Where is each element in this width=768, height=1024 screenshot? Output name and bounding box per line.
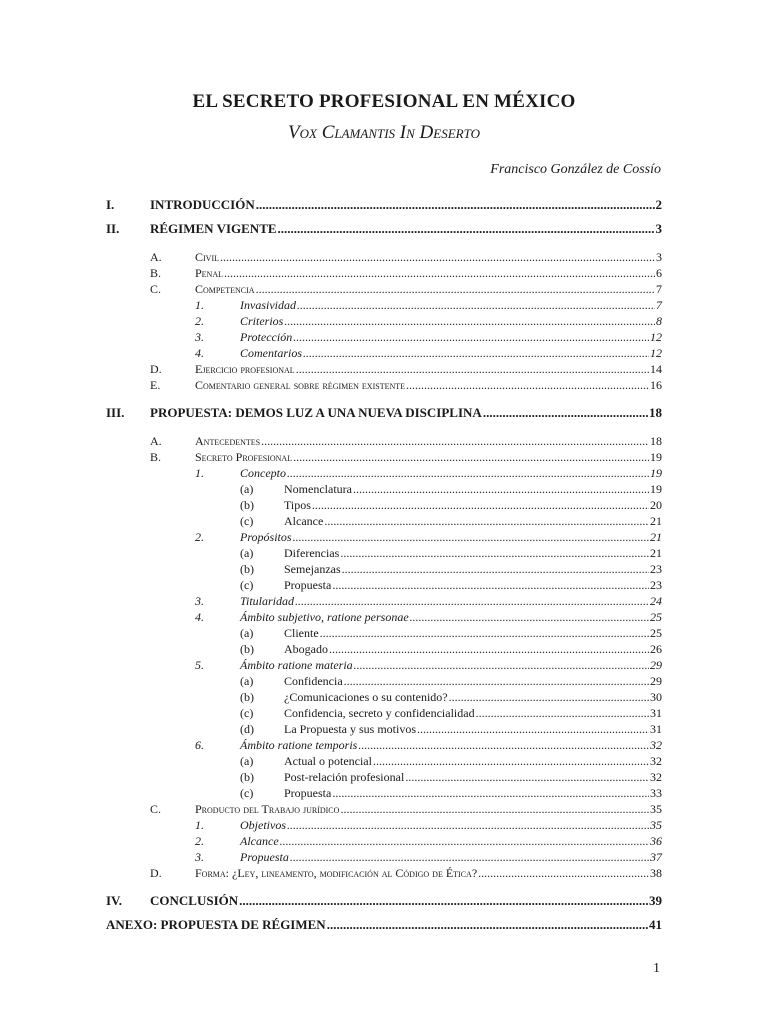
dot-leader bbox=[373, 753, 649, 769]
toc-entry-page: 8 bbox=[656, 314, 662, 328]
toc-entry[interactable] bbox=[106, 249, 662, 265]
dot-leader bbox=[278, 217, 655, 241]
toc-entry-page: 29 bbox=[650, 674, 662, 688]
toc-entry[interactable] bbox=[106, 329, 662, 345]
toc-entry-number: (b) bbox=[240, 770, 254, 784]
toc-entry[interactable] bbox=[106, 689, 662, 705]
toc-entry-number: (b) bbox=[240, 498, 254, 512]
toc-entry-label: Cliente bbox=[284, 626, 319, 640]
toc-entry-label: Confidencia bbox=[284, 674, 343, 688]
toc-entry-number: (b) bbox=[240, 642, 254, 656]
toc-entry[interactable] bbox=[106, 529, 662, 545]
toc-section-entry[interactable] bbox=[106, 913, 662, 937]
toc-entry[interactable] bbox=[106, 657, 662, 673]
toc-entry-label: Alcance bbox=[284, 514, 324, 528]
dot-leader bbox=[320, 625, 649, 641]
toc-entry-number: B. bbox=[150, 266, 162, 280]
toc-entry-number: B. bbox=[150, 450, 162, 464]
toc-entry-number: 3. bbox=[195, 850, 204, 864]
toc-entry-page: 25 bbox=[650, 610, 662, 624]
toc-entry[interactable] bbox=[106, 625, 662, 641]
toc-entry-label: Propuesta bbox=[284, 578, 332, 592]
toc-entry-page: 35 bbox=[650, 818, 662, 832]
toc-entry-number: C. bbox=[150, 282, 162, 296]
dot-leader bbox=[293, 329, 649, 345]
toc-entry-number: 6. bbox=[195, 738, 204, 752]
toc-entry[interactable] bbox=[106, 497, 662, 513]
toc-entry-label: Objetivos bbox=[240, 818, 286, 832]
toc-entry[interactable] bbox=[106, 833, 662, 849]
toc-entry-page: 3 bbox=[656, 250, 662, 264]
toc-entry[interactable] bbox=[106, 481, 662, 497]
author-name: Francisco González de Cossío bbox=[490, 162, 661, 177]
toc-entry-page: 32 bbox=[650, 738, 662, 752]
dot-leader bbox=[358, 737, 649, 753]
dot-leader bbox=[405, 769, 649, 785]
dot-leader bbox=[293, 449, 649, 465]
dot-leader bbox=[312, 497, 649, 513]
toc-entry-label: Post-relación profesional bbox=[284, 770, 405, 784]
toc-entry-page: 20 bbox=[650, 498, 662, 512]
document-title: EL SECRETO PROFESIONAL EN MÉXICO bbox=[192, 91, 576, 112]
dot-leader bbox=[293, 529, 649, 545]
toc-entry-page: 39 bbox=[649, 893, 662, 908]
toc-entry-number: 3. bbox=[195, 594, 204, 608]
toc-entry[interactable] bbox=[106, 673, 662, 689]
toc-entry-number: (a) bbox=[240, 482, 254, 496]
toc-entry-number: D. bbox=[150, 362, 162, 376]
toc-entry-number: 3. bbox=[195, 330, 204, 344]
toc-entry[interactable] bbox=[106, 345, 662, 361]
toc-entry[interactable] bbox=[106, 817, 662, 833]
toc-entry[interactable] bbox=[106, 737, 662, 753]
toc-entry-label: Competencia bbox=[195, 282, 255, 296]
toc-entry-label: Comentarios bbox=[240, 346, 303, 360]
dot-leader bbox=[287, 465, 649, 481]
toc-entry-number: (d) bbox=[240, 722, 254, 736]
toc-entry-number: (c) bbox=[240, 786, 254, 800]
toc-entry-label: Ámbito ratione temporis bbox=[240, 738, 358, 752]
toc-entry[interactable] bbox=[106, 577, 662, 593]
toc-entry-page: 30 bbox=[650, 690, 662, 704]
toc-entry-page: 23 bbox=[650, 578, 662, 592]
toc-entry-label: Ámbito subjetivo, ratione personae bbox=[240, 610, 409, 624]
toc-entry[interactable] bbox=[106, 801, 662, 817]
toc-entry-label: Comentario general sobre régimen existente bbox=[195, 378, 406, 392]
toc-entry-number: (b) bbox=[240, 562, 254, 576]
toc-entry-number: (a) bbox=[240, 754, 254, 768]
toc-entry-number: II. bbox=[106, 221, 120, 236]
dot-leader bbox=[284, 313, 655, 329]
toc-entry-page: 24 bbox=[650, 594, 662, 608]
toc-entry[interactable] bbox=[106, 545, 662, 561]
toc-entry-number: (c) bbox=[240, 514, 254, 528]
toc-entry-label: La Propuesta y sus motivos bbox=[284, 722, 416, 736]
toc-entry-page: 23 bbox=[650, 562, 662, 576]
dot-leader bbox=[342, 561, 649, 577]
toc-entry-number: (c) bbox=[240, 578, 254, 592]
toc-entry[interactable] bbox=[106, 313, 662, 329]
toc-entry[interactable] bbox=[106, 433, 662, 449]
toc-entry[interactable] bbox=[106, 769, 662, 785]
dot-leader bbox=[296, 361, 649, 377]
toc-entry-number: IV. bbox=[106, 893, 123, 908]
dot-leader bbox=[290, 849, 649, 865]
toc-entry-page: 26 bbox=[650, 642, 662, 656]
toc-entry-label: Ámbito ratione materia bbox=[240, 658, 353, 672]
dot-leader bbox=[261, 433, 649, 449]
dot-leader bbox=[303, 345, 649, 361]
toc-entry-label: Propuesta bbox=[240, 850, 289, 864]
dot-leader bbox=[287, 817, 649, 833]
dot-leader bbox=[449, 689, 649, 705]
toc-entry[interactable] bbox=[106, 297, 662, 313]
toc-entry-page: 6 bbox=[656, 266, 662, 280]
toc-entry[interactable] bbox=[106, 449, 662, 465]
dot-leader bbox=[327, 913, 648, 937]
dot-leader bbox=[332, 577, 649, 593]
toc-entry-label: PROPUESTA: DEMOS LUZ A UNA NUEVA DISCIPLINA bbox=[150, 405, 482, 420]
toc-entry-page: 33 bbox=[650, 786, 662, 800]
dot-leader bbox=[239, 889, 648, 913]
toc-entry-page: 31 bbox=[650, 706, 662, 720]
toc-entry-page: 2 bbox=[655, 197, 662, 212]
toc-entry-number: (a) bbox=[240, 626, 254, 640]
toc-entry-page: 12 bbox=[650, 346, 662, 360]
dot-leader bbox=[329, 641, 649, 657]
toc-entry[interactable] bbox=[106, 265, 662, 281]
toc-entry-label: Diferencias bbox=[284, 546, 340, 560]
dot-leader bbox=[256, 193, 655, 217]
toc-entry-page: 12 bbox=[650, 330, 662, 344]
toc-entry-page: 41 bbox=[649, 917, 662, 932]
toc-entry-label: Producto del Trabajo jurídico bbox=[195, 802, 340, 816]
toc-entry-number: III. bbox=[106, 405, 125, 420]
toc-entry-label: CONCLUSIÓN bbox=[150, 893, 239, 908]
toc-entry[interactable] bbox=[106, 593, 662, 609]
toc-entry-page: 21 bbox=[650, 514, 662, 528]
toc-entry-page: 29 bbox=[650, 658, 662, 672]
dot-leader bbox=[332, 785, 649, 801]
toc-entry-label: Ejercicio profesional bbox=[195, 362, 295, 376]
toc-entry[interactable] bbox=[106, 849, 662, 865]
toc-entry-label: ¿Comunicaciones o su contenido? bbox=[284, 690, 448, 704]
dot-leader bbox=[256, 281, 655, 297]
dot-leader bbox=[295, 593, 649, 609]
dot-leader bbox=[344, 673, 649, 689]
dot-leader bbox=[417, 721, 649, 737]
table-of-contents bbox=[106, 193, 662, 937]
toc-entry[interactable] bbox=[106, 705, 662, 721]
toc-section-entry[interactable] bbox=[106, 401, 662, 425]
toc-entry-label: Abogado bbox=[284, 642, 328, 656]
toc-entry-page: 37 bbox=[650, 850, 662, 864]
toc-entry-label: Civil bbox=[195, 250, 219, 264]
toc-entry-number: 2. bbox=[195, 314, 204, 328]
toc-entry-number: A. bbox=[150, 250, 162, 264]
toc-entry-number: 5. bbox=[195, 658, 204, 672]
toc-entry-number: C. bbox=[150, 802, 162, 816]
toc-entry[interactable] bbox=[106, 865, 662, 881]
toc-entry-label: Antecedentes bbox=[195, 434, 261, 448]
toc-entry-page: 7 bbox=[656, 282, 662, 296]
toc-entry-page: 21 bbox=[650, 546, 662, 560]
toc-entry[interactable] bbox=[106, 377, 662, 393]
toc-entry-label: Concepto bbox=[240, 466, 286, 480]
toc-entry-page: 3 bbox=[655, 221, 662, 236]
toc-entry-number: (b) bbox=[240, 690, 254, 704]
toc-entry-number: I. bbox=[106, 197, 115, 212]
toc-entry-label: Semejanzas bbox=[284, 562, 341, 576]
toc-entry[interactable] bbox=[106, 513, 662, 529]
toc-entry-number: 2. bbox=[195, 834, 204, 848]
toc-entry-number: 4. bbox=[195, 346, 204, 360]
toc-entry-label: Alcance bbox=[240, 834, 279, 848]
dot-leader bbox=[297, 297, 655, 313]
page-number: 1 bbox=[653, 961, 660, 976]
toc-entry-page: 16 bbox=[650, 378, 662, 392]
toc-entry-label: Actual o potencial bbox=[284, 754, 372, 768]
toc-entry-page: 19 bbox=[650, 466, 662, 480]
toc-entry-label: Nomenclatura bbox=[284, 482, 352, 496]
toc-entry-label: INTRODUCCIÓN bbox=[150, 197, 255, 212]
toc-entry-label: Titularidad bbox=[240, 594, 295, 608]
dot-leader bbox=[224, 265, 655, 281]
toc-entry-page: 35 bbox=[650, 802, 662, 816]
dot-leader bbox=[483, 401, 648, 425]
toc-entry-page: 19 bbox=[650, 482, 662, 496]
toc-entry-page: 36 bbox=[650, 834, 662, 848]
toc-entry-number: D. bbox=[150, 866, 162, 880]
toc-entry-label: Protección bbox=[240, 330, 293, 344]
toc-entry[interactable] bbox=[106, 785, 662, 801]
toc-entry-number: A. bbox=[150, 434, 162, 448]
dot-leader bbox=[410, 609, 649, 625]
toc-entry-number: 1. bbox=[195, 298, 204, 312]
toc-entry-label: Confidencia, secreto y confidencialidad bbox=[284, 706, 475, 720]
toc-entry-label: RÉGIMEN VIGENTE bbox=[150, 221, 277, 236]
toc-entry-number: 2. bbox=[195, 530, 204, 544]
toc-entry-label: Tipos bbox=[284, 498, 311, 512]
dot-leader bbox=[476, 705, 649, 721]
toc-entry-label: Criterios bbox=[240, 314, 284, 328]
dot-leader bbox=[340, 545, 649, 561]
dot-leader bbox=[353, 481, 649, 497]
toc-entry-label: Invasividad bbox=[240, 298, 296, 312]
dot-leader bbox=[406, 377, 649, 393]
toc-entry-label: Penal bbox=[195, 266, 224, 280]
toc-entry-label: Propuesta bbox=[284, 786, 332, 800]
toc-entry-page: 14 bbox=[650, 362, 662, 376]
toc-entry-page: 31 bbox=[650, 722, 662, 736]
toc-entry-number: (a) bbox=[240, 674, 254, 688]
toc-entry-label: Secreto Profesional bbox=[195, 450, 293, 464]
toc-entry[interactable] bbox=[106, 753, 662, 769]
toc-section-entry[interactable] bbox=[106, 193, 662, 217]
toc-entry-number: 1. bbox=[195, 818, 204, 832]
toc-entry[interactable] bbox=[106, 361, 662, 377]
toc-entry-page: 32 bbox=[650, 754, 662, 768]
toc-entry-number: E. bbox=[150, 378, 161, 392]
toc-entry-page: 21 bbox=[650, 530, 662, 544]
toc-entry[interactable] bbox=[106, 561, 662, 577]
toc-entry[interactable] bbox=[106, 721, 662, 737]
toc-entry-label: Forma: ¿Ley, lineamento, modificación al Código de Ética? bbox=[195, 866, 478, 880]
dot-leader bbox=[354, 657, 649, 673]
toc-entry[interactable] bbox=[106, 465, 662, 481]
toc-entry[interactable] bbox=[106, 641, 662, 657]
toc-entry-number: (c) bbox=[240, 706, 254, 720]
toc-entry-page: 18 bbox=[649, 405, 662, 420]
dot-leader bbox=[478, 865, 649, 881]
toc-entry-page: 19 bbox=[650, 450, 662, 464]
dot-leader bbox=[324, 513, 649, 529]
toc-entry-label: ANEXO: PROPUESTA DE RÉGIMEN bbox=[106, 917, 326, 932]
toc-entry-page: 25 bbox=[650, 626, 662, 640]
toc-entry-number: 4. bbox=[195, 610, 204, 624]
toc-entry-page: 32 bbox=[650, 770, 662, 784]
toc-entry-page: 7 bbox=[656, 298, 662, 312]
toc-entry[interactable] bbox=[106, 609, 662, 625]
toc-entry-label: Propósitos bbox=[240, 530, 292, 544]
dot-leader bbox=[340, 801, 649, 817]
toc-section-entry[interactable] bbox=[106, 217, 662, 241]
toc-entry-page: 18 bbox=[650, 434, 662, 448]
dot-leader bbox=[280, 833, 649, 849]
toc-entry-page: 38 bbox=[650, 866, 662, 880]
dot-leader bbox=[220, 249, 655, 265]
document-subtitle: Vox Clamantis In Deserto bbox=[288, 122, 480, 143]
toc-entry[interactable] bbox=[106, 281, 662, 297]
toc-entry-number: 1. bbox=[195, 466, 204, 480]
toc-entry-number: (a) bbox=[240, 546, 254, 560]
toc-section-entry[interactable] bbox=[106, 889, 662, 913]
